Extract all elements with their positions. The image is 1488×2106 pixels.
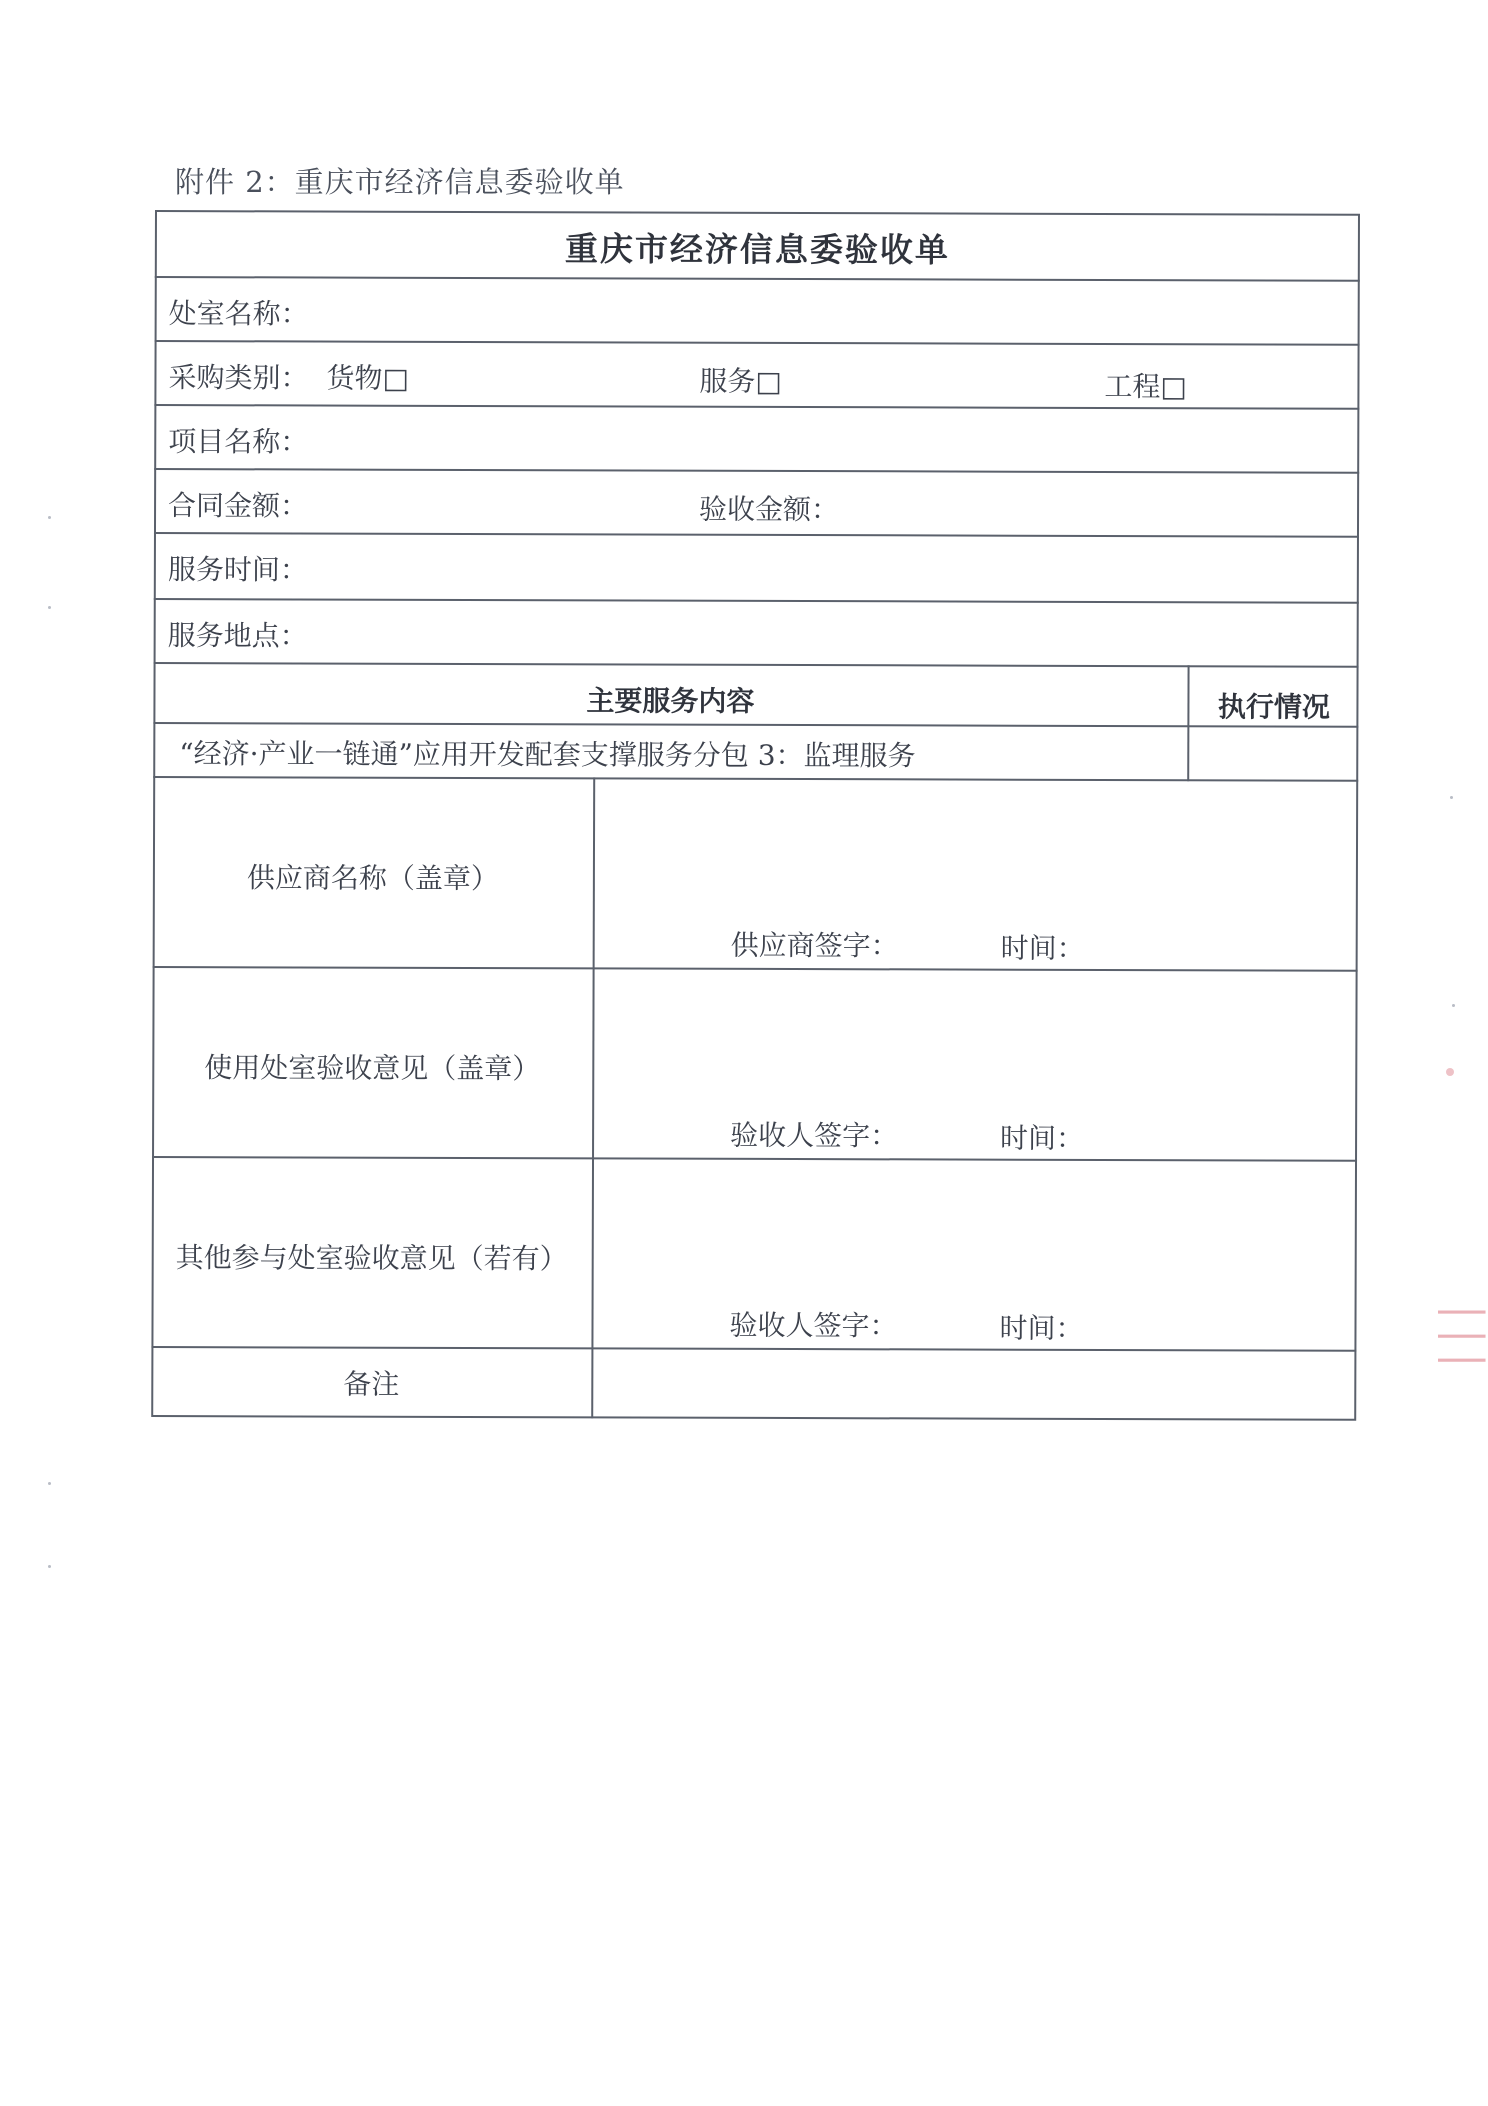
scan-speck: [48, 516, 51, 519]
scan-speck: [48, 1482, 51, 1485]
seal-fragment-mark: │││: [1438, 1300, 1484, 1373]
acceptor-sign-label: 验收人签字：: [730, 1118, 899, 1153]
other-dept-opinion-label: 其他参与处室验收意见（若有）: [175, 1241, 568, 1276]
using-dept-opinion-label: 使用处室验收意见（盖章）: [204, 1051, 541, 1086]
department-label: 处室名称：: [168, 297, 309, 331]
remarks-label: 备注: [343, 1367, 400, 1401]
other-acceptor-sign-label: 验收人签字：: [729, 1308, 898, 1343]
content-header: 主要服务内容: [586, 684, 755, 718]
status-header: 执行情况: [1217, 690, 1330, 724]
goods-checkbox[interactable]: 货物□: [326, 361, 409, 395]
works-checkbox[interactable]: 工程□: [1104, 369, 1187, 404]
service-location-label: 服务地点：: [167, 619, 308, 653]
form-title: 重庆市经济信息委验收单: [564, 229, 950, 270]
scan-speck: [1450, 796, 1453, 799]
scan-speck: [48, 606, 51, 609]
attachment-caption: 附件 2：重庆市经济信息委验收单: [175, 165, 625, 199]
scan-speck: [48, 1565, 51, 1568]
acceptance-form: [151, 210, 1360, 1421]
procurement-label: 采购类别：: [168, 361, 309, 395]
other-acceptor-time-label: 时间：: [999, 1311, 1084, 1345]
service-time-label: 服务时间：: [167, 553, 308, 587]
acceptor-time-label: 时间：: [1000, 1121, 1085, 1155]
project-label: 项目名称：: [168, 425, 309, 459]
content-item: “经济·产业一链通”应用开发配套支撑服务分包 3：监理服务: [179, 737, 916, 773]
seal-fragment-mark: [1446, 1068, 1454, 1076]
supplier-sign-label: 供应商签字：: [730, 928, 899, 963]
contract-amount-label: 合同金额：: [168, 489, 309, 523]
supplier-name-label: 供应商名称（盖章）: [246, 861, 499, 896]
acceptance-amount-label: 验收金额：: [699, 492, 840, 527]
supplier-time-label: 时间：: [1000, 931, 1085, 965]
scan-speck: [1452, 1004, 1455, 1007]
services-checkbox[interactable]: 服务□: [699, 364, 782, 398]
